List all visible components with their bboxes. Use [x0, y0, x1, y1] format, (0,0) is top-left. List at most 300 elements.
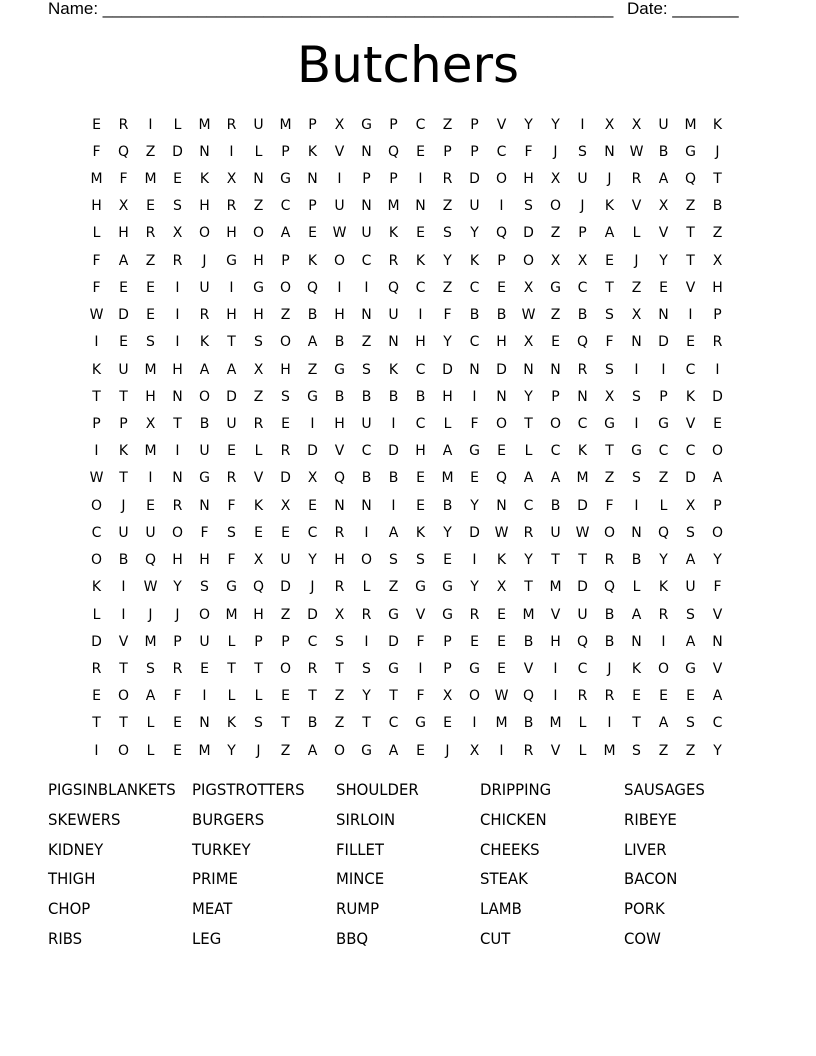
grid-letter: E	[632, 688, 641, 705]
grid-letter: N	[172, 388, 183, 405]
grid-letter: L	[227, 688, 236, 705]
grid-letter: X	[658, 198, 669, 215]
grid-letter: B	[334, 334, 345, 351]
grid-letter: X	[604, 388, 615, 405]
grid-letter: I	[310, 416, 315, 433]
grid-letter: V	[253, 470, 264, 487]
grid-letter: B	[604, 606, 615, 623]
grid-letter: R	[388, 252, 399, 269]
grid-letter: H	[253, 606, 264, 623]
grid-letter: Y	[362, 688, 371, 705]
grid-letter: N	[496, 497, 507, 514]
grid-letter: N	[496, 388, 507, 405]
grid-letter: A	[118, 252, 129, 269]
grid-letter: L	[227, 633, 236, 650]
grid-letter: L	[578, 715, 587, 732]
grid-letter: D	[118, 307, 129, 324]
grid-letter: Q	[306, 279, 319, 296]
grid-letter: M	[144, 361, 157, 378]
grid-letter: X	[685, 497, 696, 514]
word-bank-item: PORK	[624, 899, 665, 919]
grid-letter: J	[607, 171, 612, 188]
grid-letter: B	[712, 198, 723, 215]
grid-letter: D	[442, 361, 453, 378]
grid-letter: L	[578, 742, 587, 759]
grid-letter: C	[712, 715, 723, 732]
grid-letter: R	[523, 524, 534, 541]
grid-letter: H	[550, 633, 561, 650]
grid-letter: P	[470, 116, 479, 133]
grid-letter: G	[658, 416, 669, 433]
grid-letter: Z	[280, 307, 291, 324]
grid-letter: Y	[173, 579, 182, 596]
grid-letter: U	[388, 307, 399, 324]
grid-letter: S	[254, 334, 263, 351]
grid-letter: I	[499, 742, 504, 759]
grid-letter: P	[281, 252, 290, 269]
grid-letter: Z	[550, 225, 561, 242]
grid-letter: G	[253, 279, 264, 296]
grid-letter: C	[415, 116, 426, 133]
grid-letter: E	[173, 715, 182, 732]
grid-letter: T	[524, 579, 533, 596]
grid-letter: O	[198, 225, 211, 242]
grid-letter: H	[415, 443, 426, 460]
grid-letter: T	[281, 715, 290, 732]
grid-letter: E	[686, 688, 695, 705]
grid-letter: T	[119, 470, 128, 487]
grid-letter: D	[280, 470, 291, 487]
grid-letter: A	[307, 742, 318, 759]
grid-letter: R	[145, 225, 156, 242]
grid-letter: Q	[144, 552, 157, 569]
grid-letter: Z	[307, 361, 318, 378]
grid-letter: P	[173, 633, 182, 650]
grid-letter: P	[497, 252, 506, 269]
grid-letter: H	[226, 225, 237, 242]
grid-letter: W	[521, 307, 536, 324]
grid-letter: G	[361, 742, 372, 759]
grid-letter: I	[472, 715, 477, 732]
grid-letter: V	[415, 606, 426, 623]
grid-letter: Z	[334, 715, 345, 732]
grid-letter: X	[280, 497, 291, 514]
grid-letter: X	[172, 225, 183, 242]
grid-letter: T	[119, 388, 128, 405]
grid-letter: R	[658, 606, 669, 623]
grid-letter: R	[577, 361, 588, 378]
grid-letter: L	[146, 715, 155, 732]
grid-letter: O	[198, 388, 211, 405]
grid-letter: C	[496, 143, 507, 160]
grid-letter: V	[685, 279, 696, 296]
grid-letter: E	[470, 470, 479, 487]
grid-letter: E	[713, 416, 722, 433]
grid-letter: G	[685, 143, 696, 160]
grid-letter: F	[227, 497, 236, 514]
word-bank-item: COW	[624, 928, 661, 948]
grid-letter: G	[226, 252, 237, 269]
grid-letter: N	[658, 307, 669, 324]
grid-letter: C	[415, 416, 426, 433]
grid-letter: T	[686, 225, 695, 242]
grid-letter: E	[497, 606, 506, 623]
grid-letter: E	[497, 660, 506, 677]
grid-letter: H	[334, 416, 345, 433]
grid-letter: O	[711, 524, 724, 541]
grid-letter: M	[576, 470, 589, 487]
grid-letter: I	[634, 416, 639, 433]
grid-letter: S	[524, 198, 533, 215]
grid-letter: Z	[145, 252, 156, 269]
grid-letter: X	[253, 552, 264, 569]
grid-letter: J	[202, 252, 207, 269]
grid-letter: H	[199, 198, 210, 215]
grid-letter: Y	[524, 388, 533, 405]
grid-letter: X	[496, 579, 507, 596]
grid-letter: I	[418, 660, 423, 677]
grid-letter: H	[172, 552, 183, 569]
grid-letter: L	[524, 443, 533, 460]
word-bank-item: MINCE	[336, 869, 385, 889]
grid-letter: D	[658, 334, 669, 351]
grid-letter: J	[256, 742, 261, 759]
grid-letter: S	[632, 388, 641, 405]
grid-letter: E	[308, 225, 317, 242]
grid-letter: X	[469, 742, 480, 759]
grid-letter: U	[145, 524, 156, 541]
grid-letter: K	[388, 225, 399, 242]
grid-letter: Z	[388, 579, 399, 596]
grid-letter: V	[496, 116, 507, 133]
word-bank-item: LIVER	[624, 839, 667, 859]
grid-letter: H	[415, 334, 426, 351]
grid-letter: R	[172, 660, 183, 677]
word-bank-item: BBQ	[336, 928, 369, 948]
name-line: Name: ______________________________________________________	[48, 0, 614, 18]
grid-letter: M	[549, 579, 562, 596]
grid-letter: S	[362, 660, 371, 677]
word-bank	[48, 779, 768, 958]
grid-letter: U	[685, 579, 696, 596]
grid-letter: H	[496, 334, 507, 351]
grid-letter: Q	[603, 579, 616, 596]
grid-letter: Y	[659, 552, 668, 569]
grid-letter: M	[90, 171, 103, 188]
grid-letter: T	[92, 715, 101, 732]
grid-letter: D	[469, 171, 480, 188]
grid-letter: F	[227, 552, 236, 569]
grid-letter: Y	[713, 742, 722, 759]
grid-letter: G	[415, 579, 426, 596]
grid-letter: W	[629, 143, 644, 160]
grid-letter: D	[523, 225, 534, 242]
grid-letter: M	[198, 116, 211, 133]
grid-letter: R	[631, 171, 642, 188]
grid-letter: D	[577, 579, 588, 596]
grid-letter: H	[280, 361, 291, 378]
grid-letter: L	[362, 579, 371, 596]
grid-letter: Q	[657, 524, 670, 541]
grid-letter: H	[712, 279, 723, 296]
grid-letter: C	[361, 443, 372, 460]
grid-letter: P	[281, 633, 290, 650]
grid-letter: E	[92, 116, 101, 133]
letter-grid	[83, 111, 731, 764]
grid-letter: I	[634, 497, 639, 514]
grid-letter: W	[89, 307, 104, 324]
grid-letter: O	[360, 552, 373, 569]
grid-letter: S	[362, 361, 371, 378]
grid-letter: G	[469, 443, 480, 460]
grid-letter: Q	[495, 225, 508, 242]
grid-letter: R	[172, 497, 183, 514]
grid-letter: W	[89, 470, 104, 487]
grid-letter: X	[523, 279, 534, 296]
grid-letter: D	[712, 388, 723, 405]
grid-letter: B	[631, 552, 642, 569]
grid-letter: E	[497, 279, 506, 296]
grid-letter: B	[658, 143, 669, 160]
word-bank-item: CHOP	[48, 899, 91, 919]
grid-letter: K	[469, 252, 480, 269]
grid-letter: O	[279, 279, 292, 296]
grid-letter: Q	[387, 279, 400, 296]
grid-letter: F	[119, 171, 128, 188]
grid-letter: E	[416, 143, 425, 160]
grid-letter: N	[469, 361, 480, 378]
grid-letter: F	[200, 524, 209, 541]
grid-letter: R	[307, 660, 318, 677]
grid-letter: I	[121, 606, 126, 623]
grid-letter: N	[631, 334, 642, 351]
grid-letter: N	[415, 198, 426, 215]
grid-letter: P	[443, 633, 452, 650]
grid-letter: V	[550, 606, 561, 623]
grid-letter: Z	[442, 116, 453, 133]
grid-letter: I	[364, 524, 369, 541]
grid-letter: L	[443, 416, 452, 433]
grid-letter: Y	[524, 116, 533, 133]
grid-letter: I	[580, 116, 585, 133]
grid-letter: L	[632, 225, 641, 242]
grid-letter: B	[388, 388, 399, 405]
grid-letter: G	[442, 606, 453, 623]
grid-letter: I	[148, 116, 153, 133]
grid-letter: I	[202, 688, 207, 705]
grid-letter: T	[227, 334, 236, 351]
grid-letter: H	[523, 171, 534, 188]
grid-letter: J	[148, 606, 153, 623]
grid-letter: U	[658, 116, 669, 133]
grid-letter: C	[550, 443, 561, 460]
grid-letter: E	[146, 497, 155, 514]
grid-letter: V	[523, 660, 534, 677]
grid-letter: I	[391, 416, 396, 433]
grid-letter: I	[553, 688, 558, 705]
grid-letter: H	[334, 307, 345, 324]
grid-letter: O	[711, 443, 724, 460]
grid-letter: K	[631, 660, 642, 677]
grid-letter: G	[631, 443, 642, 460]
grid-letter: A	[658, 171, 669, 188]
grid-letter: O	[90, 552, 103, 569]
grid-letter: O	[495, 171, 508, 188]
grid-letter: Y	[443, 524, 452, 541]
grid-letter: R	[577, 688, 588, 705]
grid-letter: B	[361, 388, 372, 405]
grid-letter: T	[389, 688, 398, 705]
grid-letter: P	[119, 416, 128, 433]
grid-letter: I	[607, 715, 612, 732]
grid-letter: K	[91, 361, 102, 378]
grid-letter: I	[175, 443, 180, 460]
grid-letter: Y	[470, 579, 479, 596]
grid-letter: V	[118, 633, 129, 650]
grid-letter: Z	[712, 225, 723, 242]
grid-letter: D	[577, 497, 588, 514]
grid-letter: Z	[658, 742, 669, 759]
grid-letter: T	[605, 279, 614, 296]
grid-letter: B	[550, 497, 561, 514]
grid-letter: X	[604, 116, 615, 133]
grid-letter: A	[712, 688, 723, 705]
grid-letter: N	[604, 143, 615, 160]
word-bank-item: CUT	[480, 928, 511, 948]
grid-letter: R	[712, 334, 723, 351]
grid-letter: R	[442, 171, 453, 188]
grid-letter: I	[337, 171, 342, 188]
grid-letter: M	[144, 633, 157, 650]
grid-letter: O	[468, 688, 481, 705]
grid-letter: O	[522, 252, 535, 269]
grid-letter: Q	[252, 579, 265, 596]
grid-letter: K	[307, 143, 318, 160]
grid-letter: W	[575, 524, 590, 541]
grid-letter: S	[686, 524, 695, 541]
grid-letter: Q	[522, 688, 535, 705]
grid-letter: I	[499, 198, 504, 215]
grid-letter: I	[472, 552, 477, 569]
grid-letter: E	[92, 688, 101, 705]
grid-letter: F	[443, 307, 452, 324]
grid-letter: M	[198, 742, 211, 759]
grid-letter: X	[550, 171, 561, 188]
grid-letter: Z	[631, 279, 642, 296]
grid-letter: M	[441, 470, 454, 487]
grid-letter: E	[551, 334, 560, 351]
grid-letter: C	[280, 198, 291, 215]
word-bank-item: TURKEY	[192, 839, 251, 859]
grid-letter: K	[415, 524, 426, 541]
grid-letter: U	[199, 633, 210, 650]
grid-letter: W	[143, 579, 158, 596]
grid-letter: O	[90, 497, 103, 514]
grid-letter: B	[523, 715, 534, 732]
grid-letter: N	[388, 334, 399, 351]
grid-letter: S	[416, 552, 425, 569]
grid-letter: V	[631, 198, 642, 215]
grid-letter: A	[280, 225, 291, 242]
grid-letter: G	[604, 416, 615, 433]
word-bank-item: PIGSINBLANKETS	[48, 780, 176, 799]
grid-letter: U	[361, 225, 372, 242]
grid-letter: R	[226, 116, 237, 133]
grid-letter: O	[279, 660, 292, 677]
grid-letter: E	[281, 416, 290, 433]
grid-letter: I	[94, 443, 99, 460]
grid-letter: L	[632, 579, 641, 596]
grid-letter: Q	[117, 143, 130, 160]
grid-letter: S	[281, 388, 290, 405]
grid-letter: U	[199, 443, 210, 460]
grid-letter: P	[308, 116, 317, 133]
word-bank-item: BURGERS	[192, 809, 265, 829]
grid-letter: X	[334, 606, 345, 623]
grid-letter: X	[631, 116, 642, 133]
grid-letter: A	[631, 606, 642, 623]
grid-letter: S	[227, 524, 236, 541]
grid-letter: G	[442, 579, 453, 596]
grid-letter: N	[361, 307, 372, 324]
grid-letter: D	[388, 443, 399, 460]
grid-letter: S	[632, 470, 641, 487]
grid-letter: T	[605, 443, 614, 460]
word-bank-item: CHEEKS	[480, 839, 540, 859]
grid-letter: P	[470, 143, 479, 160]
grid-letter: N	[199, 143, 210, 160]
grid-letter: P	[443, 143, 452, 160]
grid-letter: K	[253, 497, 264, 514]
grid-letter: F	[605, 334, 614, 351]
grid-letter: R	[280, 443, 291, 460]
grid-letter: A	[307, 334, 318, 351]
grid-letter: N	[550, 361, 561, 378]
grid-letter: D	[388, 633, 399, 650]
grid-letter: A	[604, 225, 615, 242]
grid-letter: E	[659, 688, 668, 705]
grid-letter: J	[634, 252, 639, 269]
grid-letter: O	[333, 252, 346, 269]
grid-letter: S	[686, 715, 695, 732]
grid-letter: B	[415, 388, 426, 405]
grid-letter: T	[578, 552, 587, 569]
grid-letter: D	[226, 388, 237, 405]
grid-letter: X	[307, 470, 318, 487]
grid-letter: N	[712, 633, 723, 650]
grid-letter: M	[522, 606, 535, 623]
grid-letter: S	[146, 660, 155, 677]
grid-letter: M	[603, 742, 616, 759]
grid-letter: I	[472, 388, 477, 405]
grid-letter: L	[92, 606, 101, 623]
grid-letter: C	[307, 524, 318, 541]
grid-letter: W	[494, 524, 509, 541]
grid-letter: R	[226, 470, 237, 487]
grid-letter: Z	[280, 606, 291, 623]
grid-letter: L	[254, 443, 263, 460]
grid-letter: R	[523, 742, 534, 759]
grid-letter: Z	[334, 688, 345, 705]
grid-letter: G	[550, 279, 561, 296]
grid-letter: T	[362, 715, 371, 732]
grid-letter: S	[335, 633, 344, 650]
word-bank-item: CHICKEN	[480, 809, 547, 829]
grid-letter: W	[332, 225, 347, 242]
word-bank-item: STEAK	[480, 869, 528, 889]
grid-letter: U	[226, 416, 237, 433]
grid-letter: G	[280, 171, 291, 188]
